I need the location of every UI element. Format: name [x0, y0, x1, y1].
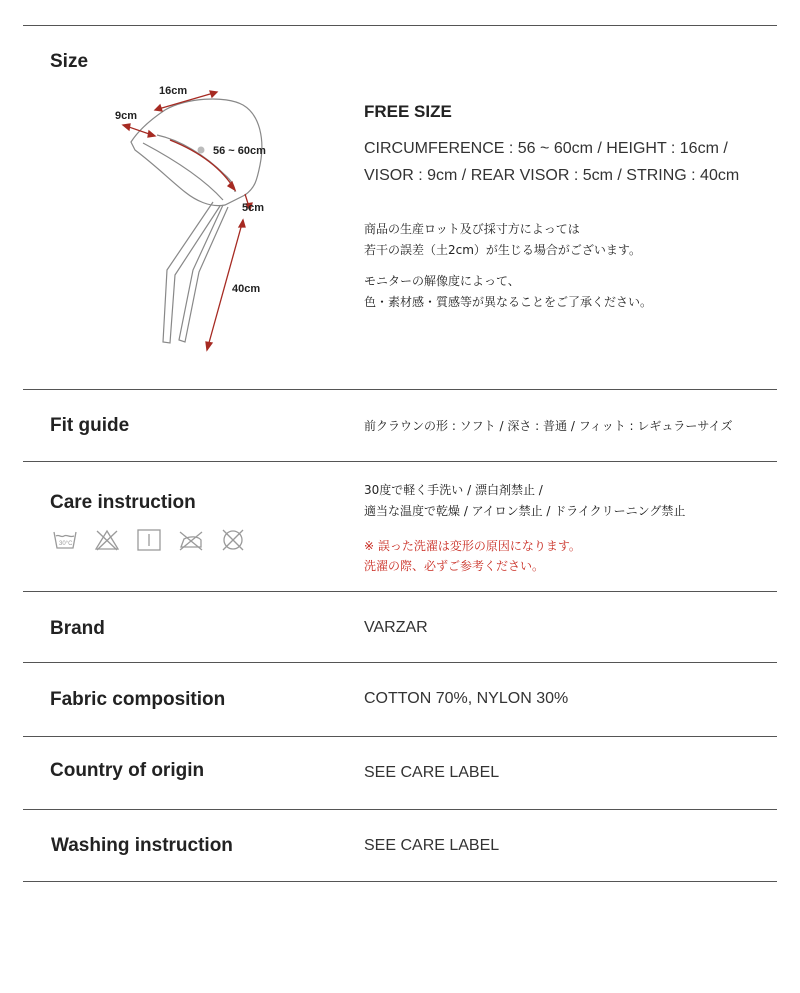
fabric-divider [23, 736, 777, 737]
dim-circumference-label: 56 ~ 60cm [213, 145, 266, 157]
washing-heading: Washing instruction [51, 835, 233, 856]
origin-heading: Country of origin [50, 760, 205, 781]
spec-line-2: VISOR : 9cm / REAR VISOR : 5cm / STRING : 40cm [364, 167, 740, 184]
brand-heading: Brand [50, 618, 105, 639]
care-warning-2: 洗濯の際、必ずご参考ください。 [364, 559, 545, 573]
fit-guide-heading: Fit guide [50, 415, 130, 436]
note-monitor-line-1: モニターの解像度によって、 [364, 274, 520, 288]
no-bleach-icon [94, 528, 120, 552]
spec-line-1: CIRCUMFERENCE : 56 ~ 60cm / HEIGHT : 16cm / [364, 140, 728, 157]
dim-visor-label: 9cm [115, 110, 138, 122]
no-dry-clean-icon [220, 528, 246, 552]
note-lot-line-2: 若干の誤差（土2cm）が生じる場合がございます。 [364, 243, 641, 257]
top-divider [23, 25, 777, 26]
dim-width-label: 16cm [159, 85, 188, 97]
hand-wash-30-icon [52, 528, 78, 552]
size-divider [23, 389, 777, 390]
origin-value: SEE CARE LABEL [364, 764, 500, 781]
washing-value: SEE CARE LABEL [364, 837, 500, 854]
bottom-divider [23, 881, 777, 882]
brand-value: VARZAR [364, 619, 428, 636]
fit-divider [23, 461, 777, 462]
dry-icon [136, 528, 162, 552]
care-divider [23, 591, 777, 592]
hat-size-diagram [95, 70, 295, 360]
fabric-heading: Fabric composition [50, 689, 226, 710]
fabric-value: COTTON 70%, NYLON 30% [364, 690, 569, 707]
care-heading: Care instruction [50, 492, 196, 513]
origin-divider [23, 809, 777, 810]
fit-guide-value: 前クラウンの形 : ソフト / 深さ : 普通 / フィット : レギュラーサイズ [364, 419, 733, 433]
brand-divider [23, 662, 777, 663]
care-warning-1: ※ 誤った洗濯は変形の原因になります。 [364, 539, 581, 553]
care-icons-row [52, 528, 262, 552]
care-line-1: 30度で軽く手洗い / 漂白剤禁止 / [364, 483, 543, 497]
care-line-2: 適当な温度で乾燥 / アイロン禁止 / ドライクリーニング禁止 [364, 504, 686, 518]
wash-temp-label: 30°C [59, 541, 73, 547]
dim-string-label: 40cm [232, 283, 261, 295]
note-monitor-line-2: 色・素材感・質感等が異なることをご了承ください。 [364, 295, 653, 309]
dim-rear-visor-label: 5cm [242, 202, 265, 214]
note-lot-line-1: 商品の生産ロット及び採寸方によっては [364, 222, 580, 236]
size-heading: Size [50, 51, 89, 72]
free-size-title: FREE SIZE [364, 102, 452, 121]
no-iron-icon [178, 528, 204, 552]
